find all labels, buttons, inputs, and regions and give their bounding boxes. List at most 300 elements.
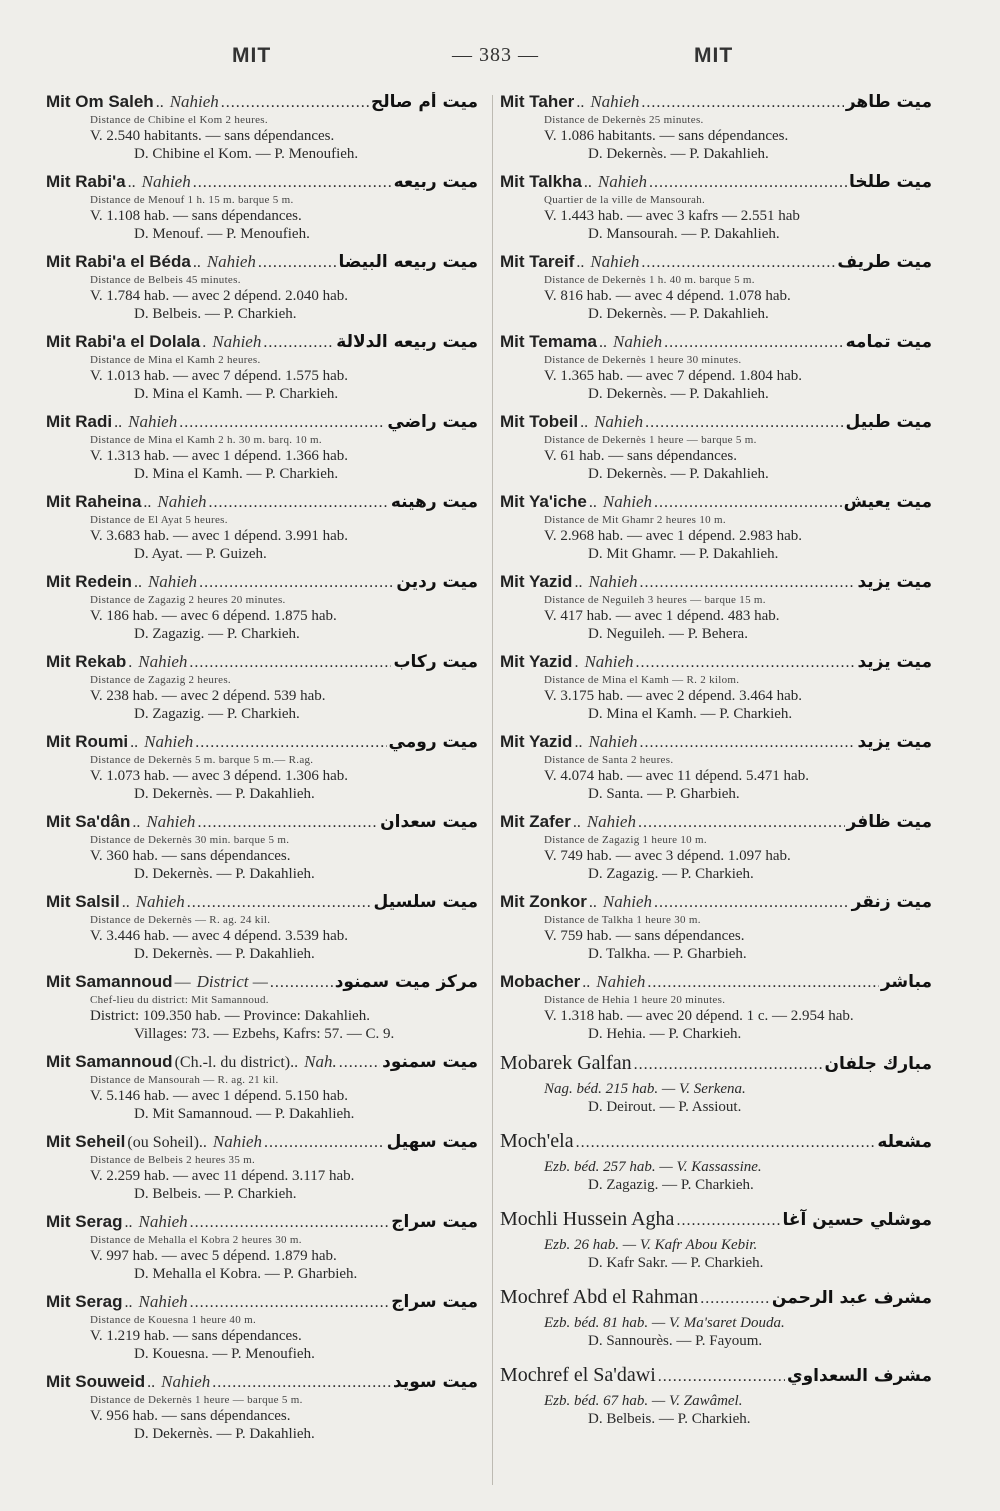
locality-name: Mochref Abd el Rahman [500, 1286, 699, 1308]
gazetteer-entry [46, 1212, 478, 1283]
distance-note: Distance de Santa 2 heures. [544, 754, 674, 766]
locality-name: Mit Tobeil [500, 412, 579, 431]
district-province-line: D. Hehia. — P. Charkieh. [588, 1026, 742, 1042]
arabic-name: ميت رهينه [390, 492, 478, 512]
locality-name: Mit Yazid [500, 652, 573, 671]
gazetteer-entry [500, 1052, 932, 1116]
locality-name: Mit Talkha [500, 172, 582, 191]
locality-name: Mit Rabi'a el Béda [46, 252, 191, 271]
leader-dots [654, 894, 850, 912]
entry-title-line [500, 92, 932, 114]
gazetteer-entry [500, 892, 932, 963]
leader-dots [658, 1368, 785, 1386]
population-line: V. 360 hab. — sans dépendances. [90, 848, 291, 864]
name-suffix: .. [574, 574, 583, 591]
leader-dots [641, 254, 835, 272]
arabic-name: ميت ربيعه [393, 172, 478, 192]
leader-dots [195, 734, 386, 752]
running-header-left: MIT [232, 44, 272, 67]
distance-note: Distance de Dekernès 30 min. barque 5 m. [90, 834, 290, 846]
name-suffix: .. [132, 814, 141, 831]
leader-dots [339, 1054, 380, 1072]
entry-title-line [46, 92, 478, 114]
distance-note: Distance de Zagazig 2 heures 20 minutes. [90, 594, 286, 606]
entry-title-line [500, 1208, 932, 1236]
leader-dots [636, 654, 856, 672]
locality-name: Mochref el Sa'dawi [500, 1364, 656, 1386]
district-province-line: D. Ayat. — P. Guizeh. [134, 546, 267, 562]
population-line: V. 61 hab. — sans dépendances. [544, 448, 738, 464]
population-line: V. 1.086 habitants. — sans dépendances. [544, 128, 789, 144]
leader-dots [654, 494, 842, 512]
gazetteer-entry [46, 92, 478, 163]
gazetteer-entry [500, 492, 932, 563]
locality-type: Nahieh [586, 812, 636, 831]
district-province-line: D. Sannourès. — P. Fayoum. [588, 1333, 763, 1349]
district-province-line: D. Kouesna. — P. Menoufieh. [134, 1346, 315, 1362]
name-suffix: .. [580, 414, 589, 431]
arabic-name: ميت طريف [837, 252, 932, 272]
entry-title-line [46, 812, 478, 834]
arabic-name: ميت سلسيل [373, 892, 478, 912]
district-province-line: D. Belbeis. — P. Charkieh. [134, 306, 297, 322]
district-province-line: D. Dekernès. — P. Dakahlieh. [134, 786, 315, 802]
column-divider [492, 95, 493, 1485]
locality-name: Mit Zonkor [500, 892, 587, 911]
distance-note: Distance de Chibine el Kom 2 heures. [90, 114, 268, 126]
locality-name: Mit Yazid [500, 572, 573, 591]
arabic-name: ميت يزيد [857, 652, 932, 672]
district-province-line: D. Chibine el Kom. — P. Menoufieh. [134, 146, 359, 162]
arabic-name: مشرف السعداوي [787, 1366, 932, 1386]
population-line: V. 749 hab. — avec 3 dépend. 1.097 hab. [544, 848, 791, 864]
population-line: V. 956 hab. — sans dépendances. [90, 1408, 291, 1424]
name-suffix: .. [583, 174, 592, 191]
locality-name: Mit Salsil [46, 892, 120, 911]
leader-dots [647, 974, 878, 992]
leader-dots [676, 1212, 780, 1230]
leader-dots [190, 1214, 390, 1232]
leader-dots [640, 574, 856, 592]
arabic-name: ميت زنقر [851, 892, 932, 912]
population-line: V. 3.446 hab. — avec 4 dépend. 3.539 hab. [90, 928, 349, 944]
population-line: V. 1.365 hab. — avec 7 dépend. 1.804 hab. [544, 368, 803, 384]
locality-type: Nahieh [212, 332, 262, 351]
distance-note: Distance de Mit Ghamr 2 heures 10 m. [544, 514, 726, 526]
entry-title-line [46, 1052, 478, 1074]
entry-title-line [46, 892, 478, 914]
entry-title-line [46, 172, 478, 194]
district-province-line: D. Mina el Kamh. — P. Charkieh. [588, 706, 793, 722]
district-province-line: D. Zagazig. — P. Charkieh. [588, 866, 754, 882]
arabic-name: مشرف عبد الرحمن [771, 1288, 932, 1308]
arabic-name: ميت يزيد [857, 572, 932, 592]
right-column [500, 92, 932, 1442]
entry-title-line [46, 1132, 478, 1154]
entry-title-line [500, 172, 932, 194]
gazetteer-entry [500, 812, 932, 883]
name-suffix: .. [124, 1294, 133, 1311]
name-suffix: .. [576, 254, 585, 271]
distance-note: Distance de Talkha 1 heure 30 m. [544, 914, 701, 926]
arabic-name: ميت يزيد [857, 732, 932, 752]
gazetteer-entry [46, 252, 478, 323]
leader-dots [189, 654, 391, 672]
locality-type: Nahieh [588, 732, 638, 751]
leader-dots [190, 1294, 390, 1312]
distance-note: Distance de El Ayat 5 heures. [90, 514, 228, 526]
district-province-line: D. Dekernès. — P. Dakahlieh. [588, 306, 769, 322]
leader-dots [193, 174, 392, 192]
arabic-name: مباشر [880, 972, 932, 992]
gazetteer-entry [500, 172, 932, 243]
gazetteer-entry [46, 1292, 478, 1363]
entry-title-line [500, 1052, 932, 1080]
arabic-name: ميت ردين [396, 572, 478, 592]
district-province-line: D. Neguileh. — P. Behera. [588, 626, 748, 642]
gazetteer-entry [500, 1286, 932, 1350]
locality-type: Nahieh [596, 972, 646, 991]
name-suffix: .. [588, 894, 597, 911]
locality-name: Mit Taher [500, 92, 575, 111]
distance-note: Quartier de la ville de Mansourah. [544, 194, 706, 206]
locality-name: Mit Redein [46, 572, 132, 591]
gazetteer-entry [46, 732, 478, 803]
arabic-name: ميت ركاب [393, 652, 478, 672]
locality-name: Mit Ya'iche [500, 492, 587, 511]
distance-note: Distance de Mansourah — R. ag. 21 kil. [90, 1074, 279, 1086]
name-suffix: (Ch.-l. du district).. [174, 1054, 299, 1071]
leader-dots [645, 414, 843, 432]
distance-note: Distance de Dekernès 1 heure — barque 5 m. [544, 434, 757, 446]
entry-title-line [500, 732, 932, 754]
name-suffix: .. [599, 334, 607, 351]
name-suffix: .. [588, 494, 597, 511]
locality-type: Nahieh [590, 252, 640, 271]
distance-note: Distance de Dekernès 25 minutes. [544, 114, 704, 126]
locality-type: Nahieh [135, 892, 185, 911]
running-header-right: MIT [694, 44, 734, 67]
entry-title-line [500, 1130, 932, 1158]
population-line: Nag. béd. 215 hab. — V. Serkena. [544, 1081, 746, 1097]
distance-note: Distance de Mina el Kamh 2 heures. [90, 354, 261, 366]
population-line: V. 1.073 hab. — avec 3 dépend. 1.306 hab. [90, 768, 349, 784]
population-line: V. 1.108 hab. — sans dépendances. [90, 208, 302, 224]
entry-title-line [500, 892, 932, 914]
gazetteer-entry [500, 252, 932, 323]
population-line: Ezb. béd. 67 hab. — V. Zawâmel. [544, 1393, 743, 1409]
locality-name: Mit Raheina [46, 492, 142, 511]
arabic-name: ميت رومي [388, 732, 478, 752]
locality-name: Mochli Hussein Agha [500, 1208, 675, 1230]
gazetteer-entry [46, 572, 478, 643]
arabic-name: ميت راضي [387, 412, 478, 432]
district-province-line: D. Dekernès. — P. Dakahlieh. [134, 1426, 315, 1442]
gazetteer-entry [46, 332, 478, 403]
entry-title-line [46, 652, 478, 674]
distance-note: Chef-lieu du district: Mit Samannoud. [90, 994, 269, 1006]
locality-name: Mobarek Galfan [500, 1052, 632, 1074]
entry-title-line [500, 412, 932, 434]
arabic-name: ميت طبيل [845, 412, 932, 432]
locality-type: Nahieh [613, 332, 663, 351]
entry-title-line [500, 332, 932, 354]
locality-name: Mit Temama [500, 332, 597, 351]
gazetteer-entry [500, 572, 932, 643]
arabic-name: ميت أم صالح [370, 92, 478, 112]
arabic-name: مركز ميت سمنود [334, 972, 478, 992]
distance-note: Distance de Mehalla el Kobra 2 heures 30 m. [90, 1234, 302, 1246]
entry-title-line [500, 572, 932, 594]
locality-name: Mit Serag [46, 1212, 123, 1231]
population-line: V. 1.784 hab. — avec 2 dépend. 2.040 hab. [90, 288, 349, 304]
population-line: V. 5.146 hab. — avec 1 dépend. 5.150 hab. [90, 1088, 349, 1104]
name-suffix: .. [124, 1214, 133, 1231]
left-column [46, 92, 478, 1452]
name-suffix: .. [192, 254, 201, 271]
locality-type: Nahieh [588, 572, 638, 591]
distance-note: Distance de Mina el Kamh — R. 2 kilom. [544, 674, 740, 686]
distance-note: Distance de Dekernès 1 heure — barque 5 m. [90, 1394, 303, 1406]
district-province-line: D. Mit Samannoud. — P. Dakahlieh. [134, 1106, 355, 1122]
arabic-name: ميت طلخا [849, 172, 932, 192]
leader-dots [197, 814, 378, 832]
gazetteer-entry [500, 92, 932, 163]
arabic-name: ميت ظافر [846, 812, 932, 832]
arabic-name: ميت سهيل [386, 1132, 478, 1152]
entry-title-line [46, 492, 478, 514]
entry-title-line [46, 1292, 478, 1314]
locality-type: Nahieh [169, 92, 219, 111]
leader-dots [641, 94, 843, 112]
arabic-name: ميت سراج [391, 1212, 478, 1232]
gazetteer-entry [46, 1372, 478, 1443]
district-province-line: D. Dekernès. — P. Dakahlieh. [134, 866, 315, 882]
locality-type: Nahieh [594, 412, 644, 431]
leader-dots [187, 894, 372, 912]
gazetteer-entry [500, 1208, 932, 1272]
distance-note: Distance de Dekernès — R. ag. 24 kil. [90, 914, 271, 926]
locality-type: Nahieh [144, 732, 194, 751]
gazetteer-entry [46, 652, 478, 723]
leader-dots [700, 1290, 770, 1308]
name-suffix: .. [147, 1374, 156, 1391]
distance-note: Distance de Dekernès 5 m. barque 5 m.— R.ag. [90, 754, 314, 766]
locality-type: Nahieh [138, 1212, 188, 1231]
name-suffix: .. [127, 174, 136, 191]
leader-dots [634, 1056, 823, 1074]
population-line: V. 759 hab. — sans dépendances. [544, 928, 745, 944]
district-province-line: D. Belbeis. — P. Charkieh. [588, 1411, 751, 1427]
locality-type: Nahieh [147, 572, 198, 591]
population-line: V. 4.074 hab. — avec 11 dépend. 5.471 hab. [544, 768, 809, 784]
district-province-line: D. Dekernès. — P. Dakahlieh. [588, 146, 769, 162]
district-province-line: D. Talkha. — P. Gharbieh. [588, 946, 747, 962]
leader-dots [258, 254, 337, 272]
entry-title-line [500, 652, 932, 674]
leader-dots [199, 574, 394, 592]
arabic-name: ميت طاهر [845, 92, 932, 112]
entry-title-line [500, 252, 932, 274]
locality-type: Nahieh [212, 1132, 263, 1151]
leader-dots [221, 94, 369, 112]
entry-title-line [46, 332, 478, 354]
entry-title-line [46, 572, 478, 594]
entry-title-line [46, 1372, 478, 1394]
distance-note: Distance de Mina el Kamh 2 h. 30 m. barq. 10 m. [90, 434, 322, 446]
locality-type: Nahieh [146, 812, 196, 831]
gazetteer-entry [500, 732, 932, 803]
district-province-line: Villages: 73. — Ezbehs, Kafrs: 57. — C. 9. [134, 1026, 395, 1042]
district-province-line: D. Dekernès. — P. Dakahlieh. [588, 466, 769, 482]
gazetteer-entry [500, 412, 932, 483]
locality-type: Nahieh [128, 412, 178, 431]
distance-note: Distance de Belbeis 2 heures 35 m. [90, 1154, 256, 1166]
population-line: V. 2.259 hab. — avec 11 dépend. 3.117 hab. [90, 1168, 355, 1184]
gazetteer-entry [46, 1052, 478, 1123]
district-province-line: D. Mehalla el Kobra. — P. Gharbieh. [134, 1266, 358, 1282]
arabic-name: ميت سراج [391, 1292, 478, 1312]
population-line: V. 1.219 hab. — sans dépendances. [90, 1328, 302, 1344]
name-suffix: . [202, 334, 207, 351]
entry-title-line [500, 972, 932, 994]
name-suffix: .. [572, 814, 581, 831]
district-province-line: D. Santa. — P. Gharbieh. [588, 786, 740, 802]
locality-type: Nahieh [584, 652, 634, 671]
population-line: V. 2.968 hab. — avec 1 dépend. 2.983 hab. [544, 528, 803, 544]
district-province-line: D. Dekernès. — P. Dakahlieh. [588, 386, 769, 402]
district-province-line: D. Mina el Kamh. — P. Charkieh. [134, 466, 339, 482]
district-province-line: D. Mit Ghamr. — P. Dakahlieh. [588, 546, 779, 562]
locality-type: Nahieh [602, 892, 652, 911]
name-suffix: .. [574, 734, 583, 751]
leader-dots [209, 494, 389, 512]
leader-dots [264, 1134, 385, 1152]
population-line: V. 816 hab. — avec 4 dépend. 1.078 hab. [544, 288, 791, 304]
locality-name: Mit Rabi'a el Dolala [46, 332, 201, 351]
locality-name: Mit Om Saleh [46, 92, 154, 111]
leader-dots [640, 734, 856, 752]
locality-type: Nahieh [597, 172, 647, 191]
name-suffix: .. [114, 414, 123, 431]
leader-dots [664, 334, 844, 352]
locality-type: Nahieh [161, 1372, 211, 1391]
arabic-name: ميت سويد [393, 1372, 478, 1392]
gazetteer-entry [500, 652, 932, 723]
locality-type: Nah. [304, 1052, 337, 1071]
arabic-name: موشلي حسين آغا [782, 1210, 932, 1230]
page-number: — 383 — [452, 44, 539, 66]
population-line: V. 1.313 hab. — avec 1 dépend. 1.366 hab. [90, 448, 349, 464]
locality-type: Nahieh [138, 652, 188, 671]
district-province-line: D. Zagazig. — P. Charkieh. [588, 1177, 754, 1193]
name-suffix: — [174, 974, 191, 991]
locality-name: Mit Zafer [500, 812, 571, 831]
population-line: Ezb. 26 hab. — V. Kafr Abou Kebir. [544, 1237, 758, 1253]
leader-dots [649, 174, 847, 192]
gazetteer-entry [500, 1130, 932, 1194]
district-province-line: D. Belbeis. — P. Charkieh. [134, 1186, 297, 1202]
locality-type: Nahieh [138, 1292, 188, 1311]
distance-note: Distance de Menouf 1 h. 15 m. barque 5 m. [90, 194, 294, 206]
entry-title-line [46, 732, 478, 754]
district-province-line: D. Zagazig. — P. Charkieh. [134, 706, 300, 722]
leader-dots [576, 1134, 876, 1152]
entry-title-line [46, 1212, 478, 1234]
locality-name: Mit Yazid [500, 732, 573, 751]
locality-type: Nahieh [590, 92, 640, 111]
district-province-line: D. Mansourah. — P. Dakahlieh. [588, 226, 780, 242]
name-suffix: .. [582, 974, 591, 991]
distance-note: Distance de Zagazig 1 heure 10 m. [544, 834, 707, 846]
distance-note: Distance de Zagazig 2 heures. [90, 674, 231, 686]
gazetteer-entry [46, 1132, 478, 1203]
district-province-line: D. Mina el Kamh. — P. Charkieh. [134, 386, 339, 402]
entry-title-line [500, 812, 932, 834]
entry-title-line [500, 492, 932, 514]
population-line: V. 1.318 hab. — avec 20 dépend. 1 c. — 2.954 hab. [544, 1008, 854, 1024]
district-province-line: D. Zagazig. — P. Charkieh. [134, 626, 300, 642]
leader-dots [638, 814, 845, 832]
population-line: V. 3.683 hab. — avec 1 dépend. 3.991 hab. [90, 528, 349, 544]
gazetteer-entry [500, 332, 932, 403]
arabic-name: ميت يعيش [843, 492, 932, 512]
district-province-line: D. Dekernès. — P. Dakahlieh. [134, 946, 315, 962]
distance-note: Distance de Dekernès 1 h. 40 m. barque 5 m. [544, 274, 755, 286]
entry-title-line [500, 1286, 932, 1314]
name-suffix: (ou Soheil).. [127, 1134, 207, 1151]
distance-note: Distance de Dekernès 1 heure 30 minutes. [544, 354, 742, 366]
population-line: V. 997 hab. — avec 5 dépend. 1.879 hab. [90, 1248, 337, 1264]
population-line: V. 2.540 habitants. — sans dépendances. [90, 128, 335, 144]
distance-note: Distance de Belbeis 45 minutes. [90, 274, 241, 286]
gazetteer-entry [46, 172, 478, 243]
locality-name: Mit Serag [46, 1292, 123, 1311]
locality-name: Mit Samannoud [46, 972, 173, 991]
population-line: V. 186 hab. — avec 6 dépend. 1.875 hab. [90, 608, 337, 624]
district-province-line: D. Deirout. — P. Assiout. [588, 1099, 742, 1115]
distance-note: Distance de Hehia 1 heure 20 minutes. [544, 994, 726, 1006]
locality-type: Nahieh [157, 492, 207, 511]
name-suffix: .. [133, 574, 142, 591]
gazetteer-entry [46, 972, 478, 1043]
gazetteer-entry [46, 892, 478, 963]
arabic-name: ميت تمامه [845, 332, 932, 352]
population-line: V. 3.175 hab. — avec 2 dépend. 3.464 hab. [544, 688, 803, 704]
arabic-name: ميت سعدان [380, 812, 478, 832]
population-line: V. 238 hab. — avec 2 dépend. 539 hab. [90, 688, 326, 704]
locality-type: Nahieh [206, 252, 256, 271]
gazetteer-entry [46, 492, 478, 563]
entry-title-line [46, 252, 478, 274]
gazetteer-entry [46, 412, 478, 483]
population-line: District: 109.350 hab. — Province: Dakahlieh. [90, 1008, 370, 1024]
district-province-line: D. Kafr Sakr. — P. Charkieh. [588, 1255, 764, 1271]
population-line: V. 417 hab. — avec 1 dépend. 483 hab. [544, 608, 780, 624]
locality-name: Mit Seheil [46, 1132, 126, 1151]
name-suffix: .. [143, 494, 152, 511]
population-line: V. 1.013 hab. — avec 7 dépend. 1.575 hab. [90, 368, 349, 384]
leader-dots [179, 414, 385, 432]
name-suffix: .. [155, 94, 164, 111]
arabic-name: ميت ربيعه الدلالة [336, 332, 478, 352]
locality-type: Nahieh [602, 492, 652, 511]
gazetteer-entry [46, 812, 478, 883]
gazetteer-entry [500, 972, 932, 1043]
arabic-name: ميت سمنود [382, 1052, 478, 1072]
distance-note: Distance de Neguileh 3 heures — barque 15 m. [544, 594, 766, 606]
name-suffix: .. [121, 894, 130, 911]
